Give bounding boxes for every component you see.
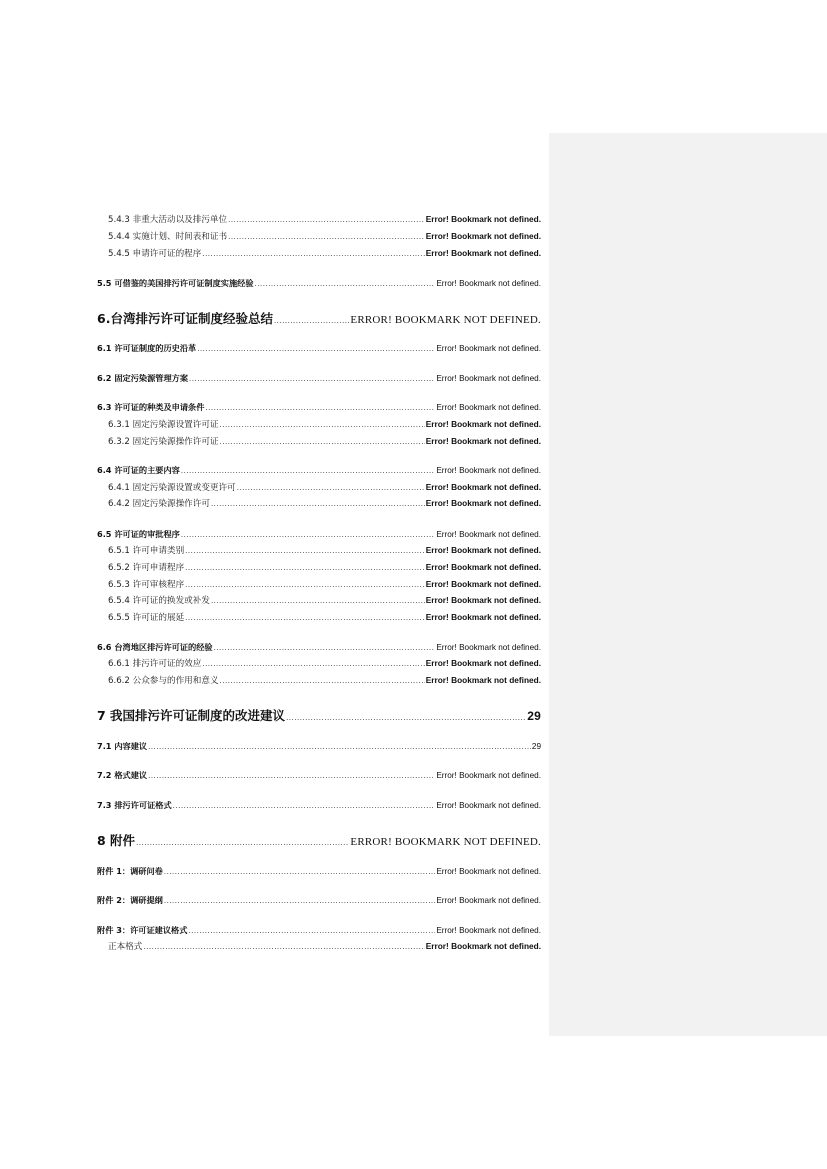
toc-entry[interactable] — [97, 894, 541, 907]
toc-entry[interactable] — [108, 230, 541, 243]
toc-entry-page: Error! Bookmark not defined. — [425, 941, 541, 951]
toc-entry[interactable] — [108, 418, 541, 431]
toc-entry[interactable] — [108, 544, 541, 557]
toc-entry[interactable] — [97, 924, 541, 937]
toc-entry-page: Error! Bookmark not defined. — [436, 530, 541, 539]
toc-entry-label: 6.6.1 排污许可证的效应 — [108, 659, 202, 669]
toc-entry[interactable] — [108, 561, 541, 574]
toc-entry-page: ERROR! BOOKMARK NOT DEFINED. — [350, 314, 541, 326]
toc-leader-dots — [220, 419, 425, 431]
toc-entry-label: 7.1 内容建议 — [97, 741, 148, 751]
toc-entry-label: 6.3 许可证的种类及申请条件 — [97, 402, 205, 412]
toc-entry[interactable] — [97, 708, 541, 726]
toc-entry-page: 29 — [527, 709, 541, 723]
toc-leader-dots — [181, 529, 435, 541]
toc-leader-dots — [220, 436, 425, 448]
toc-entry-label: 6.3.2 固定污染源操作许可证 — [108, 437, 219, 447]
toc-leader-dots — [228, 214, 425, 226]
toc-entry-page: Error! Bookmark not defined. — [425, 579, 541, 589]
toc-entry-label: 8 附件 — [97, 833, 136, 848]
toc-entry-label: 附件 2：调研提纲 — [97, 895, 163, 905]
toc-entry-label: 6.5.2 许可申请程序 — [108, 563, 185, 573]
toc-entry[interactable] — [97, 372, 541, 385]
toc-leader-dots — [286, 710, 526, 726]
toc-entry-page: 29 — [531, 742, 541, 751]
toc-leader-dots — [185, 545, 425, 557]
toc-entry[interactable] — [108, 578, 541, 591]
toc-entry-label: 6.6.2 公众参与的作用和意义 — [108, 676, 219, 686]
toc-entry-page: Error! Bookmark not defined. — [436, 374, 541, 383]
toc-leader-dots — [197, 343, 435, 355]
toc-entry-page: Error! Bookmark not defined. — [436, 344, 541, 353]
toc-leader-dots — [228, 231, 425, 243]
toc-entry-page: Error! Bookmark not defined. — [425, 482, 541, 492]
toc-entry-page: Error! Bookmark not defined. — [425, 562, 541, 572]
toc-entry-page: Error! Bookmark not defined. — [436, 279, 541, 288]
toc-leader-dots — [173, 800, 436, 812]
toc-entry[interactable] — [108, 611, 541, 624]
toc-entry-label: 5.5 可借鉴的美国排污许可证制度实施经验 — [97, 278, 254, 288]
toc-entry[interactable] — [108, 594, 541, 607]
toc-entry-label: 附件 3：许可证建议格式 — [97, 925, 188, 935]
toc-entry[interactable] — [108, 213, 541, 226]
toc-entry-page: Error! Bookmark not defined. — [425, 545, 541, 555]
toc-entry-page: Error! Bookmark not defined. — [425, 675, 541, 685]
toc-entry-page: Error! Bookmark not defined. — [425, 498, 541, 508]
toc-entry-page: Error! Bookmark not defined. — [436, 896, 541, 905]
toc-entry[interactable] — [97, 833, 541, 851]
toc-entry-label: 6.2 固定污染源管理方案 — [97, 373, 189, 383]
toc-entry-label: 6.1 许可证制度的历史沿革 — [97, 343, 197, 353]
toc-entry[interactable] — [97, 528, 541, 541]
toc-entry-page: Error! Bookmark not defined. — [436, 643, 541, 652]
toc-leader-dots — [255, 278, 436, 290]
toc-leader-dots — [202, 658, 424, 670]
toc-entry[interactable] — [97, 464, 541, 477]
toc-entry-label: 6.4.2 固定污染源操作许可 — [108, 499, 210, 509]
toc-entry[interactable] — [97, 865, 541, 878]
toc-entry-page: Error! Bookmark not defined. — [425, 595, 541, 605]
toc-entry-label: 6.5.3 许可审核程序 — [108, 580, 185, 590]
toc-leader-dots — [185, 612, 425, 624]
toc-entry-page: Error! Bookmark not defined. — [436, 403, 541, 412]
toc-entry[interactable] — [97, 769, 541, 782]
toc-leader-dots — [181, 465, 435, 477]
toc-entry-page: ERROR! BOOKMARK NOT DEFINED. — [350, 836, 541, 848]
toc-entry-label: 附件 1：调研问卷 — [97, 866, 163, 876]
toc-entry-label: 7.2 格式建议 — [97, 770, 148, 780]
toc-entry-label: 7 我国排污许可证制度的改进建议 — [97, 708, 286, 723]
toc-leader-dots — [164, 895, 435, 907]
toc-entry-page: Error! Bookmark not defined. — [425, 436, 541, 446]
toc-leader-dots — [220, 675, 425, 687]
toc-entry-page: Error! Bookmark not defined. — [425, 658, 541, 668]
toc-entry[interactable] — [97, 342, 541, 355]
toc-entry[interactable] — [97, 740, 541, 753]
toc-entry-label: 5.4.3 非重大活动以及排污单位 — [108, 215, 228, 225]
toc-entry[interactable] — [108, 435, 541, 448]
toc-leader-dots — [185, 562, 425, 574]
toc-entry-page: Error! Bookmark not defined. — [425, 612, 541, 622]
toc-entry[interactable] — [97, 641, 541, 654]
toc-entry-page: Error! Bookmark not defined. — [425, 419, 541, 429]
toc-leader-dots — [136, 835, 349, 851]
toc-entry[interactable] — [108, 674, 541, 687]
toc-entry[interactable] — [108, 247, 541, 260]
toc-leader-dots — [211, 498, 425, 510]
toc-entry-label: 6.6 台湾地区排污许可证的经验 — [97, 642, 213, 652]
toc-leader-dots — [164, 866, 435, 878]
toc-leader-dots — [211, 595, 425, 607]
toc-entry-label: 6.4.1 固定污染源设置或变更许可 — [108, 483, 236, 493]
toc-entry-label: 5.4.5 申请许可证的程序 — [108, 249, 202, 259]
toc-entry[interactable] — [108, 657, 541, 670]
toc-leader-dots — [274, 313, 349, 329]
toc-entry[interactable] — [97, 799, 541, 812]
toc-entry[interactable] — [97, 277, 541, 290]
toc-entry-page: Error! Bookmark not defined. — [425, 248, 541, 258]
toc-entry[interactable] — [108, 497, 541, 510]
toc-entry-label: 正本格式 — [108, 942, 143, 952]
toc-leader-dots — [189, 373, 435, 385]
toc-entry-page: Error! Bookmark not defined. — [436, 466, 541, 475]
toc-entry-label: 7.3 排污许可证格式 — [97, 800, 172, 810]
toc-entry-label: 6.3.1 固定污染源设置许可证 — [108, 420, 219, 430]
toc-leader-dots — [237, 482, 425, 494]
toc-entry-label: 6.台湾排污许可证制度经验总结 — [97, 311, 273, 326]
toc-entry-page: Error! Bookmark not defined. — [436, 926, 541, 935]
toc-entry-page: Error! Bookmark not defined. — [436, 771, 541, 780]
toc-entry-page: Error! Bookmark not defined. — [436, 801, 541, 810]
toc-entry[interactable] — [108, 481, 541, 494]
toc-entry[interactable] — [97, 311, 541, 329]
toc-entry-label: 6.5.5 许可证的展延 — [108, 613, 185, 623]
toc-leader-dots — [202, 248, 424, 260]
toc-leader-dots — [205, 402, 435, 414]
toc-entry-label: 6.5.1 许可申请类别 — [108, 546, 185, 556]
toc-entry-page: Error! Bookmark not defined. — [425, 231, 541, 241]
toc-leader-dots — [148, 770, 435, 782]
toc-leader-dots — [143, 941, 424, 953]
toc-entry-label: 6.5 许可证的审批程序 — [97, 529, 180, 539]
toc-leader-dots — [188, 925, 435, 937]
toc-leader-dots — [214, 642, 436, 654]
toc-entry-page: Error! Bookmark not defined. — [425, 214, 541, 224]
toc-leader-dots — [148, 741, 531, 753]
toc-entry-page: Error! Bookmark not defined. — [436, 867, 541, 876]
toc-entry-label: 6.5.4 许可证的换发或补发 — [108, 596, 210, 606]
toc-entry[interactable] — [97, 401, 541, 414]
toc-entry-label: 6.4 许可证的主要内容 — [97, 465, 180, 475]
toc-entry[interactable] — [108, 940, 541, 953]
toc-leader-dots — [185, 579, 425, 591]
toc-entry-label: 5.4.4 实施计划、时间表和证书 — [108, 232, 228, 242]
